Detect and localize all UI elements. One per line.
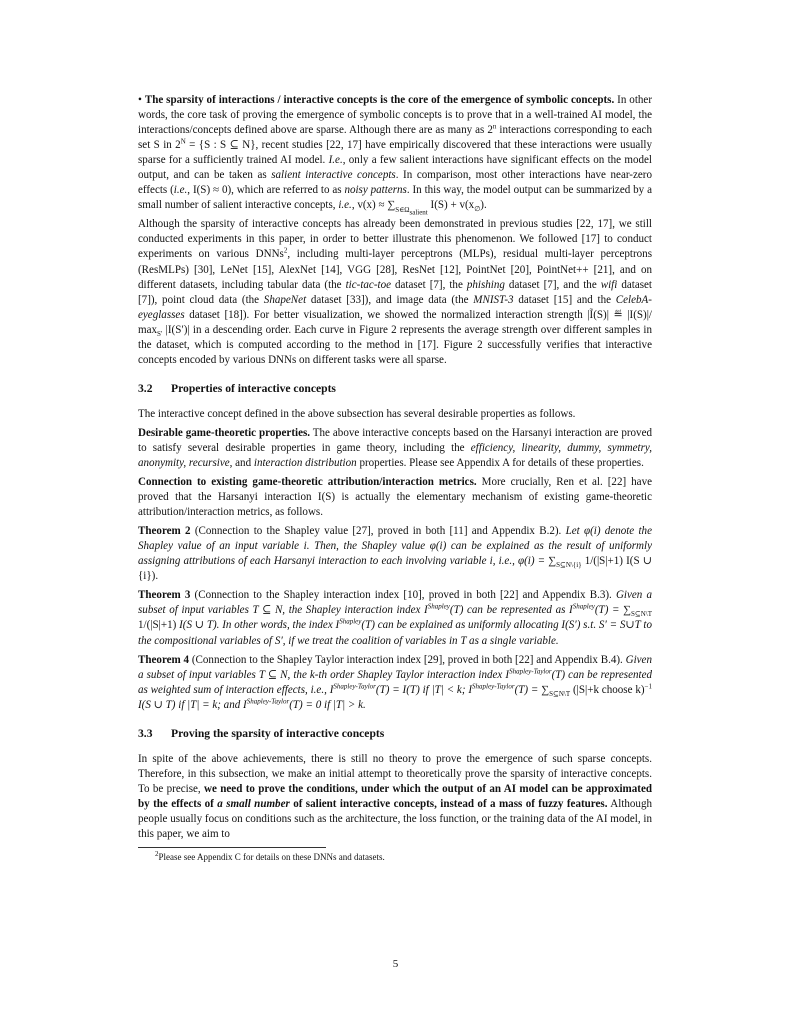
connection-paragraph: Connection to existing game-theoretic attribution/interaction metrics. More crucially, Ren et al. [22] have proved that the Harsanyi interaction I(S) is actually the elementary mechanism of existing game-theoretic attribution/interaction metrics, as follows.	[138, 476, 652, 519]
footnote-ref: 2	[283, 246, 288, 255]
sparsity-experiments-paragraph: Although the sparsity of interactive concepts has already been demonstrated in previous studies [22, 17], we still conducted experiments in this paper, in order to better illustrate this phenomenon. We followed [17] to conduct experiments on various DNNs$^2$, including multi-layer perceptrons (MLPs), residual multi-layer perceptrons (ResMLPs) [30], LeNet [15], AlexNet [14], VGG [28], ResNet [12], PointNet [20], PointNet++ [21], and on different datasets, including tabular data (the tic-tac-toe dataset [7], the phishing dataset [7], and the wifi dataset [7]), point cloud data (the ShapeNet dataset [33]), and image data (the MNIST-3 dataset [15] and the CelebA-eyeglasses dataset [18]). For better visualization, we showed the normalized interaction strength |Ĩ(S)| ≝ |I(S)|/ $\max_{S'} |I(S')|$ in a descending order. Each curve in Figure 2 represents the average strength over different samples in the dataset, which is computed according to the method in [17]. Figure 2 successfully verifies that interactive concepts encoded by various DNNs on different tasks were all sparse.	[138, 218, 652, 366]
theorem-3: Theorem 3 (Connection to the Shapley interaction index [10], proved in both [22] and Appendix B.3). Given a subset of input variables T ⊆ N, the Shapley interaction index $I^{Shapley}(T)$ can be represented as $I^{Shapley}(T) = \sum_{S⊆N\backslash T}$ 1/(|S|+1) I(S ∪ T). In other words, the index $I^{Shapley}(T)$ can be explained as uniformly allocating I(S′) s.t. S′ = S∪T to the compositional variables of S′, if we treat the coalition of variables in T as a single variable.	[138, 589, 652, 647]
desirable-properties-paragraph: Desirable game-theoretic properties. The above interactive concepts based on the Harsanyi interaction are proved to satisfy several desirable properties in game theory, including the efficiency, linearity, dummy, symmetry, anonymity, recursive, and interaction distribution properties. Please see Appendix A for details of these properties.	[138, 426, 652, 469]
page-body	[138, 93, 652, 864]
theorem-2: Theorem 2 (Connection to the Shapley value [27], proved in both [11] and Appendix B.2). Let φ(i) denote the Shapley value of an input variable i. Then, the Shapley value φ(i) can be explained as the result of uniformly assigning attributions of each Harsanyi interaction to each involving variable i, i.e., $\varphi(i) = \sum_{S⊆N\backslash\{i\}}$ 1/(|S|+1) I(S ∪ {i}).	[138, 525, 653, 583]
intro-paragraph: • The sparsity of interactions / interactive concepts is the core of the emergence of symbolic concepts. In other words, the core task of proving the emergence of symbolic concepts is to prove that in a well-trained AI model, the interactions/concepts defined above are sparse. Although there are as many as 2$^n$ interactions corresponding to each set S in $2^N = \{S$ : S ⊆ N}, recent studies [22, 17] have empirically discovered that these interactions were usually sparse for a sufficiently trained AI model. I.e., only a few salient interactions have significant effects on the model output, and can be taken as salient interactive concepts. In comparison, most other interactions have near-zero effects (i.e., I(S) ≈ 0), which are referred to as noisy patterns. In this way, the model output can be summarized by a small number of salient interactive concepts, i.e., $v(x) \approx \sum_{S\in\Omega_{salient}}$ $I(S) + v(x_\emptyset)$.	[138, 94, 652, 216]
properties-intro-paragraph: The interactive concept defined in the above subsection has several desirable properties as follows.	[138, 407, 576, 420]
section-heading-3-3: 3.3 Proving the sparsity of interactive concepts	[138, 726, 385, 740]
section-heading-3-2: 3.2 Properties of interactive concepts	[138, 381, 336, 395]
footnote-divider	[138, 847, 326, 848]
footnote: $^2$Please see Appendix C for details on these DNNs and datasets.	[155, 850, 385, 863]
page-number: 5	[392, 958, 399, 970]
proving-sparsity-paragraph: In spite of the above achievements, there is still no theory to prove the emergence of such sparse concepts. Therefore, in this subsection, we make an initial attempt to theoretically prove the sparsity of interactive concepts. To be precise, we need to prove the conditions, under which the output of an AI model can be approximated by the effects of a small number of salient interactive concepts, instead of a mass of fuzzy features. Although people usually focus on conditions such as the architecture, the loss function, or the training data of the AI model, in this paper, we aim to	[138, 752, 652, 840]
intro-bold-lead: The sparsity of interactions / interactive concepts is the core of the emergence of symbolic concepts.	[144, 94, 615, 106]
theorem-4: Theorem 4 (Connection to the Shapley Taylor interaction index [29], proved in both [22] and Appendix B.4). Given a subset of input variables T ⊆ N, the k-th order Shapley Taylor interaction index $I^{Shapley-Taylor}(T)$ can be represented as weighted sum of interaction effects, i.e., $I^{Shapley-Taylor}(T) = I(T)$ if |T| < k; $I^{Shapley-Taylor}(T) = \sum_{S⊆N\backslash T}$ (|S|+k choose k)$^{-1}$ I(S ∪ T) if |T| = k; and $I^{Shapley-Taylor}(T) = 0$ if |T| > k.	[138, 653, 652, 711]
